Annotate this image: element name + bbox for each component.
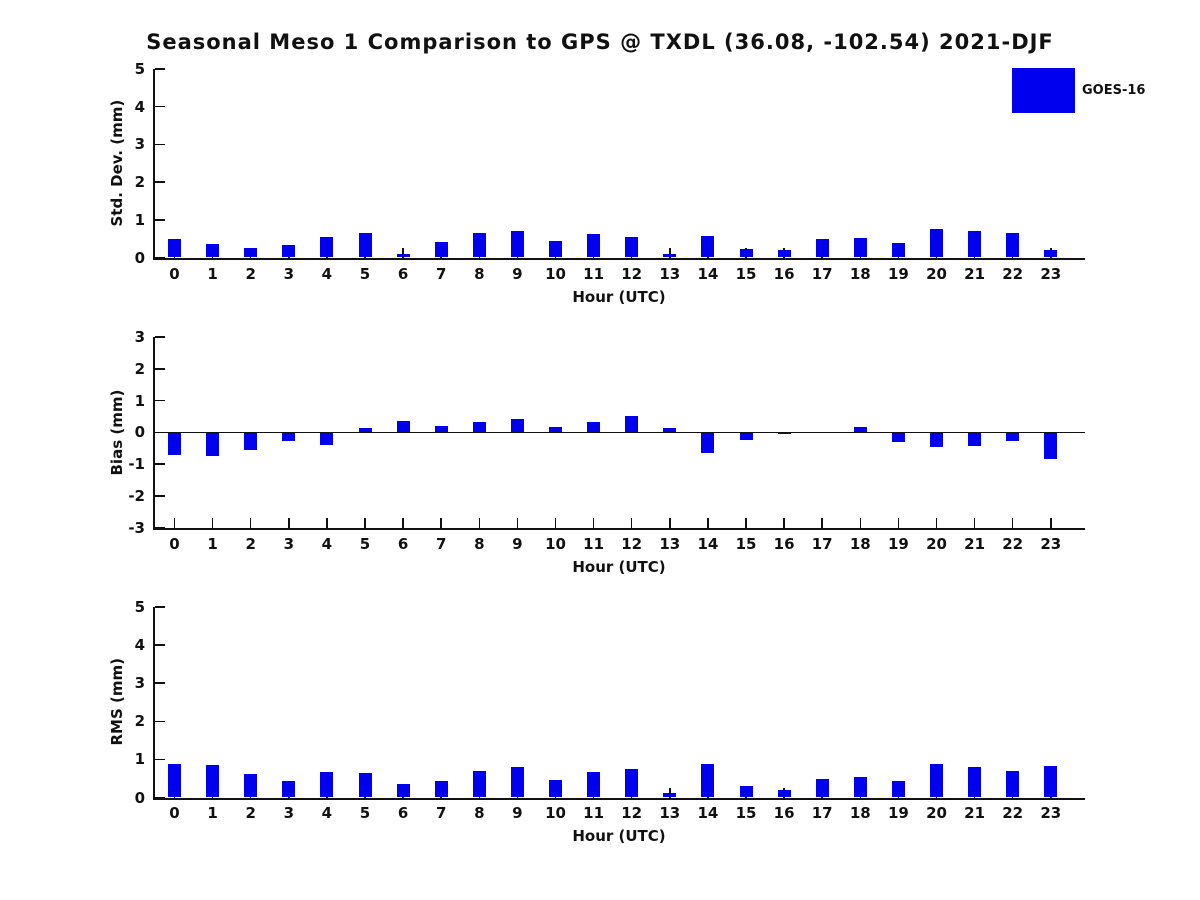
y-tick-label-bias: 2 xyxy=(134,359,145,378)
bar-rms-h18 xyxy=(854,777,867,797)
x-tick-label-std-dev-h18: 18 xyxy=(849,265,871,283)
x-tick-bias-h23 xyxy=(1050,518,1052,528)
y-tick-label-bias: 0 xyxy=(134,423,145,442)
x-tick-label-rms-h23: 23 xyxy=(1040,804,1062,822)
y-axis-spine-bias xyxy=(153,337,155,530)
bar-bias-h15 xyxy=(740,432,753,439)
y-tick-label-rms: 4 xyxy=(134,636,145,655)
x-tick-label-rms-h2: 2 xyxy=(245,804,256,822)
y-tick-bias xyxy=(155,336,165,338)
y-axis-spine-rms xyxy=(153,607,155,800)
y-tick-label-std-dev: 0 xyxy=(134,248,145,267)
x-tick-label-rms-h5: 5 xyxy=(359,804,371,822)
bar-std-dev-h3 xyxy=(282,245,295,257)
legend-swatch-goes-16 xyxy=(1012,68,1075,113)
x-tick-bias-h20 xyxy=(936,518,938,528)
x-axis-spine-bias xyxy=(153,528,1085,530)
x-tick-label-std-dev-h2: 2 xyxy=(245,265,256,283)
x-tick-bias-h1 xyxy=(212,518,214,528)
x-tick-label-std-dev-h23: 23 xyxy=(1040,265,1062,283)
x-tick-label-bias-h22: 22 xyxy=(1002,535,1024,553)
x-tick-label-std-dev-h11: 11 xyxy=(583,265,605,283)
x-tick-label-rms-h4: 4 xyxy=(321,804,333,822)
x-tick-label-bias-h3: 3 xyxy=(283,535,295,553)
bar-rms-h21 xyxy=(968,767,981,798)
x-tick-label-std-dev-h14: 14 xyxy=(697,265,719,283)
bar-rms-h9 xyxy=(511,767,524,797)
bar-std-dev-h8 xyxy=(473,233,486,258)
x-tick-label-std-dev-h7: 7 xyxy=(435,265,447,283)
x-tick-bias-h14 xyxy=(707,518,709,528)
bar-std-dev-h14 xyxy=(701,236,714,257)
bar-rms-h7 xyxy=(435,781,448,798)
x-tick-bias-h13 xyxy=(669,518,671,528)
y-tick-rms xyxy=(155,721,165,723)
x-tick-label-rms-h14: 14 xyxy=(697,804,719,822)
x-tick-bias-h22 xyxy=(1012,518,1014,528)
figure-title: Seasonal Meso 1 Comparison to GPS @ TXDL (36.08, -102.54) 2021-DJF xyxy=(146,30,1054,54)
bar-rms-h15 xyxy=(740,786,753,797)
x-tick-label-rms-h22: 22 xyxy=(1002,804,1024,822)
x-tick-label-bias-h2: 2 xyxy=(245,535,256,553)
x-tick-label-std-dev-h0: 0 xyxy=(169,265,180,283)
x-tick-label-bias-h0: 0 xyxy=(169,535,180,553)
bar-rms-h23 xyxy=(1044,766,1057,798)
y-tick-label-rms: 3 xyxy=(134,674,145,693)
x-tick-label-bias-h18: 18 xyxy=(849,535,871,553)
x-tick-label-rms-h21: 21 xyxy=(964,804,986,822)
x-tick-label-std-dev-h16: 16 xyxy=(773,265,795,283)
bar-bias-h23 xyxy=(1044,432,1057,459)
legend xyxy=(1012,68,1182,113)
zero-line-bias xyxy=(153,432,1085,434)
y-tick-bias xyxy=(155,463,165,465)
bar-bias-h19 xyxy=(892,432,905,442)
x-tick-label-rms-h17: 17 xyxy=(811,804,833,822)
x-tick-label-bias-h20: 20 xyxy=(926,535,947,553)
x-tick-bias-h0 xyxy=(174,518,176,528)
x-tick-bias-h7 xyxy=(440,518,442,528)
bar-bias-h20 xyxy=(930,432,943,447)
x-axis-title-bias: Hour (UTC) xyxy=(572,558,666,576)
bar-rms-h12 xyxy=(625,769,638,797)
x-tick-label-rms-h19: 19 xyxy=(887,804,909,822)
x-tick-bias-h3 xyxy=(288,518,290,528)
x-tick-bias-h10 xyxy=(555,518,557,528)
x-tick-bias-h9 xyxy=(517,518,519,528)
y-tick-label-bias: 1 xyxy=(134,391,145,410)
x-tick-label-bias-h11: 11 xyxy=(583,535,605,553)
x-tick-bias-h15 xyxy=(745,518,747,528)
x-axis-title-std-dev: Hour (UTC) xyxy=(572,288,666,306)
x-tick-label-rms-h9: 9 xyxy=(512,804,523,822)
x-tick-label-std-dev-h15: 15 xyxy=(735,265,757,283)
x-tick-label-std-dev-h1: 1 xyxy=(207,265,218,283)
y-tick-label-std-dev: 1 xyxy=(134,210,145,229)
bar-rms-h19 xyxy=(892,781,905,798)
y-axis-title-std-dev: Std. Dev. (mm) xyxy=(108,99,126,227)
bar-std-dev-h12 xyxy=(625,237,638,257)
bar-rms-h14 xyxy=(701,764,714,797)
y-tick-std-dev xyxy=(155,106,165,108)
x-tick-label-std-dev-h10: 10 xyxy=(545,265,566,283)
x-tick-label-bias-h16: 16 xyxy=(773,535,795,553)
x-tick-label-std-dev-h17: 17 xyxy=(811,265,833,283)
x-tick-label-std-dev-h13: 13 xyxy=(659,265,681,283)
x-tick-label-rms-h15: 15 xyxy=(735,804,757,822)
bar-std-dev-h2 xyxy=(244,248,257,257)
x-tick-label-rms-h0: 0 xyxy=(169,804,180,822)
x-tick-bias-h18 xyxy=(860,518,862,528)
x-tick-label-std-dev-h5: 5 xyxy=(359,265,371,283)
bar-std-dev-h17 xyxy=(816,239,829,258)
y-tick-std-dev xyxy=(155,181,165,183)
bar-rms-h1 xyxy=(206,765,219,797)
x-tick-bias-h19 xyxy=(898,518,900,528)
x-tick-bias-h12 xyxy=(631,518,633,528)
legend-label: GOES-16 xyxy=(1082,83,1146,98)
x-tick-label-bias-h15: 15 xyxy=(735,535,757,553)
x-tick-label-rms-h18: 18 xyxy=(849,804,871,822)
x-tick-bias-h17 xyxy=(821,518,823,528)
bar-rms-h3 xyxy=(282,781,295,797)
x-tick-label-std-dev-h12: 12 xyxy=(621,265,643,283)
y-tick-bias xyxy=(155,400,165,402)
y-tick-rms xyxy=(155,644,165,646)
x-tick-label-bias-h17: 17 xyxy=(811,535,833,553)
x-axis-spine-rms xyxy=(153,798,1085,800)
x-tick-label-bias-h9: 9 xyxy=(512,535,523,553)
y-tick-std-dev xyxy=(155,68,165,70)
y-tick-bias xyxy=(155,368,165,370)
x-tick-label-std-dev-h19: 19 xyxy=(887,265,909,283)
y-tick-label-std-dev: 5 xyxy=(134,60,145,78)
y-tick-std-dev xyxy=(155,257,165,259)
x-tick-label-std-dev-h8: 8 xyxy=(474,265,485,283)
y-tick-label-std-dev: 2 xyxy=(134,173,145,192)
x-tick-label-std-dev-h21: 21 xyxy=(964,265,986,283)
bar-std-dev-h9 xyxy=(511,231,524,257)
x-axis-title-rms: Hour (UTC) xyxy=(572,827,666,845)
bar-bias-h1 xyxy=(206,432,219,456)
y-tick-bias xyxy=(155,527,165,529)
x-tick-label-bias-h12: 12 xyxy=(621,535,643,553)
bar-bias-h4 xyxy=(320,432,333,445)
x-tick-bias-h6 xyxy=(402,518,404,528)
x-tick-label-rms-h13: 13 xyxy=(659,804,681,822)
bar-std-dev-h5 xyxy=(359,233,372,258)
y-tick-label-bias: -1 xyxy=(128,455,145,473)
x-tick-label-rms-h8: 8 xyxy=(474,804,485,822)
bar-bias-h0 xyxy=(168,432,181,455)
y-tick-rms xyxy=(155,682,165,684)
x-tick-label-rms-h11: 11 xyxy=(583,804,605,822)
bar-rms-h16 xyxy=(778,790,791,798)
y-tick-label-rms: 1 xyxy=(134,750,145,769)
x-tick-bias-h11 xyxy=(593,518,595,528)
bar-rms-h8 xyxy=(473,771,486,797)
x-tick-bias-h8 xyxy=(479,518,481,528)
bar-std-dev-h23 xyxy=(1044,250,1057,258)
bar-rms-h2 xyxy=(244,774,257,798)
x-tick-label-bias-h13: 13 xyxy=(659,535,681,553)
bar-rms-h20 xyxy=(930,764,943,798)
bar-std-dev-h18 xyxy=(854,238,867,258)
x-tick-label-bias-h19: 19 xyxy=(887,535,909,553)
bar-bias-h22 xyxy=(1006,432,1019,441)
x-axis-spine-std-dev xyxy=(153,258,1085,260)
bar-std-dev-h11 xyxy=(587,234,600,257)
x-tick-label-std-dev-h20: 20 xyxy=(926,265,947,283)
bar-rms-h4 xyxy=(320,772,333,797)
bar-std-dev-h1 xyxy=(206,244,219,257)
x-tick-label-std-dev-h6: 6 xyxy=(397,265,409,283)
bar-std-dev-h4 xyxy=(320,237,333,258)
x-tick-label-bias-h6: 6 xyxy=(397,535,409,553)
x-tick-label-std-dev-h9: 9 xyxy=(512,265,523,283)
y-tick-label-bias: -3 xyxy=(128,518,145,537)
bar-std-dev-h10 xyxy=(549,241,562,258)
x-tick-label-bias-h14: 14 xyxy=(697,535,719,553)
y-tick-std-dev xyxy=(155,219,165,221)
bar-rms-h13 xyxy=(663,793,676,798)
bar-rms-h17 xyxy=(816,779,829,797)
y-tick-label-std-dev: 3 xyxy=(134,135,145,154)
x-tick-label-rms-h7: 7 xyxy=(435,804,447,822)
bar-bias-h9 xyxy=(511,419,524,432)
x-tick-label-bias-h1: 1 xyxy=(207,535,218,553)
x-tick-label-bias-h5: 5 xyxy=(359,535,371,553)
x-tick-label-bias-h21: 21 xyxy=(964,535,986,553)
x-tick-bias-h16 xyxy=(783,518,785,528)
x-tick-label-std-dev-h4: 4 xyxy=(321,265,333,283)
bar-std-dev-h6 xyxy=(397,254,410,258)
x-tick-label-bias-h10: 10 xyxy=(545,535,566,553)
y-axis-title-rms: RMS (mm) xyxy=(108,658,126,746)
y-tick-label-rms: 2 xyxy=(134,712,145,731)
bar-std-dev-h20 xyxy=(930,229,943,258)
bar-std-dev-h15 xyxy=(740,249,753,257)
x-tick-bias-h21 xyxy=(974,518,976,528)
bar-rms-h5 xyxy=(359,773,372,798)
y-axis-spine-std-dev xyxy=(153,69,155,260)
y-tick-rms xyxy=(155,797,165,799)
x-tick-label-bias-h4: 4 xyxy=(321,535,333,553)
y-tick-label-bias: -2 xyxy=(128,486,145,505)
y-tick-label-rms: 5 xyxy=(134,598,145,616)
y-tick-label-bias: 3 xyxy=(134,328,145,346)
x-tick-bias-h4 xyxy=(326,518,328,528)
bar-std-dev-h13 xyxy=(663,254,676,258)
bar-std-dev-h21 xyxy=(968,231,981,258)
bar-std-dev-h22 xyxy=(1006,233,1019,257)
x-tick-label-rms-h20: 20 xyxy=(926,804,947,822)
bar-rms-h6 xyxy=(397,784,410,798)
bar-rms-h0 xyxy=(168,764,181,798)
x-tick-label-bias-h7: 7 xyxy=(435,535,447,553)
x-tick-bias-h2 xyxy=(250,518,252,528)
x-tick-label-rms-h12: 12 xyxy=(621,804,643,822)
x-tick-label-rms-h6: 6 xyxy=(397,804,409,822)
y-tick-label-std-dev: 4 xyxy=(134,97,145,116)
bar-bias-h21 xyxy=(968,432,981,445)
y-tick-bias xyxy=(155,495,165,497)
bar-std-dev-h7 xyxy=(435,242,448,258)
bar-bias-h2 xyxy=(244,432,257,449)
x-tick-label-rms-h16: 16 xyxy=(773,804,795,822)
y-axis-title-bias: Bias (mm) xyxy=(108,389,126,476)
bar-rms-h10 xyxy=(549,780,562,798)
bar-rms-h11 xyxy=(587,772,600,797)
x-tick-bias-h5 xyxy=(364,518,366,528)
y-tick-rms xyxy=(155,759,165,761)
x-tick-label-std-dev-h22: 22 xyxy=(1002,265,1024,283)
y-tick-rms xyxy=(155,606,165,608)
bar-bias-h12 xyxy=(625,416,638,432)
x-tick-label-std-dev-h3: 3 xyxy=(283,265,295,283)
bar-bias-h14 xyxy=(701,432,714,453)
y-tick-label-rms: 0 xyxy=(134,788,145,807)
x-tick-label-rms-h3: 3 xyxy=(283,804,295,822)
bar-std-dev-h16 xyxy=(778,250,791,258)
bar-std-dev-h19 xyxy=(892,243,905,258)
bar-bias-h3 xyxy=(282,432,295,441)
x-tick-label-rms-h10: 10 xyxy=(545,804,566,822)
bar-std-dev-h0 xyxy=(168,239,181,258)
bar-rms-h22 xyxy=(1006,771,1019,797)
y-tick-std-dev xyxy=(155,144,165,146)
x-tick-label-rms-h1: 1 xyxy=(207,804,218,822)
x-tick-label-bias-h8: 8 xyxy=(474,535,485,553)
x-tick-label-bias-h23: 23 xyxy=(1040,535,1062,553)
